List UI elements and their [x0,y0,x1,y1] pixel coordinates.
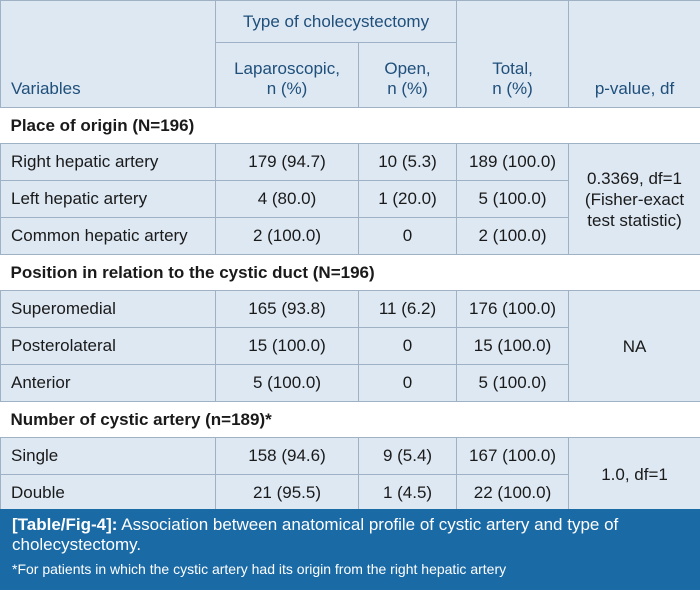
header-open: Open, n (%) [359,43,457,108]
caption-footnote: *For patients in which the cystic artery had its origin from the right hepatic artery [12,561,507,577]
header-pvalue: p-value, df [569,1,700,108]
caption-label: [Table/Fig-4]: [12,515,118,534]
header-variables: Variables [1,1,216,108]
header-total: Total, n (%) [457,1,569,108]
pvalue-cell: 1.0, df=1 [569,438,700,512]
table-row: Common hepatic artery 2 (100.0) 0 2 (100.0) [1,218,700,255]
table-row: Right hepatic artery 179 (94.7) 10 (5.3) 189 (100.0) 0.3369, df=1 (Fisher-exact test statistic) [1,144,700,181]
header-group-label: Type of cholecystectomy [216,1,457,43]
table-row: Posterolateral 15 (100.0) 0 15 (100.0) [1,328,700,365]
header-laparoscopic: Laparoscopic, n (%) [216,43,359,108]
table-row: Left hepatic artery 4 (80.0) 1 (20.0) 5 (100.0) [1,181,700,218]
caption-text [12,515,688,555]
section-header: Position in relation to the cystic duct (N=196) [1,255,700,291]
section-header: Number of cystic artery (n=189)* [1,402,700,438]
pvalue-cell: 0.3369, df=1 (Fisher-exact test statistic) [569,144,700,255]
table-row: Double 21 (95.5) 1 (4.5) 22 (100.0) [1,475,700,512]
table-row: Anterior 5 (100.0) 0 5 (100.0) [1,365,700,402]
section-header: Place of origin (N=196) [1,108,700,144]
table-row: Superomedial 165 (93.8) 11 (6.2) 176 (100.0) NA [1,291,700,328]
caption-body: Association between anatomical profile of cystic artery and type of cholecystectomy. [12,515,619,554]
table-row: Single 158 (94.6) 9 (5.4) 167 (100.0) 1.0, df=1 [1,438,700,475]
figure-caption [0,509,700,590]
pvalue-cell: NA [569,291,700,402]
